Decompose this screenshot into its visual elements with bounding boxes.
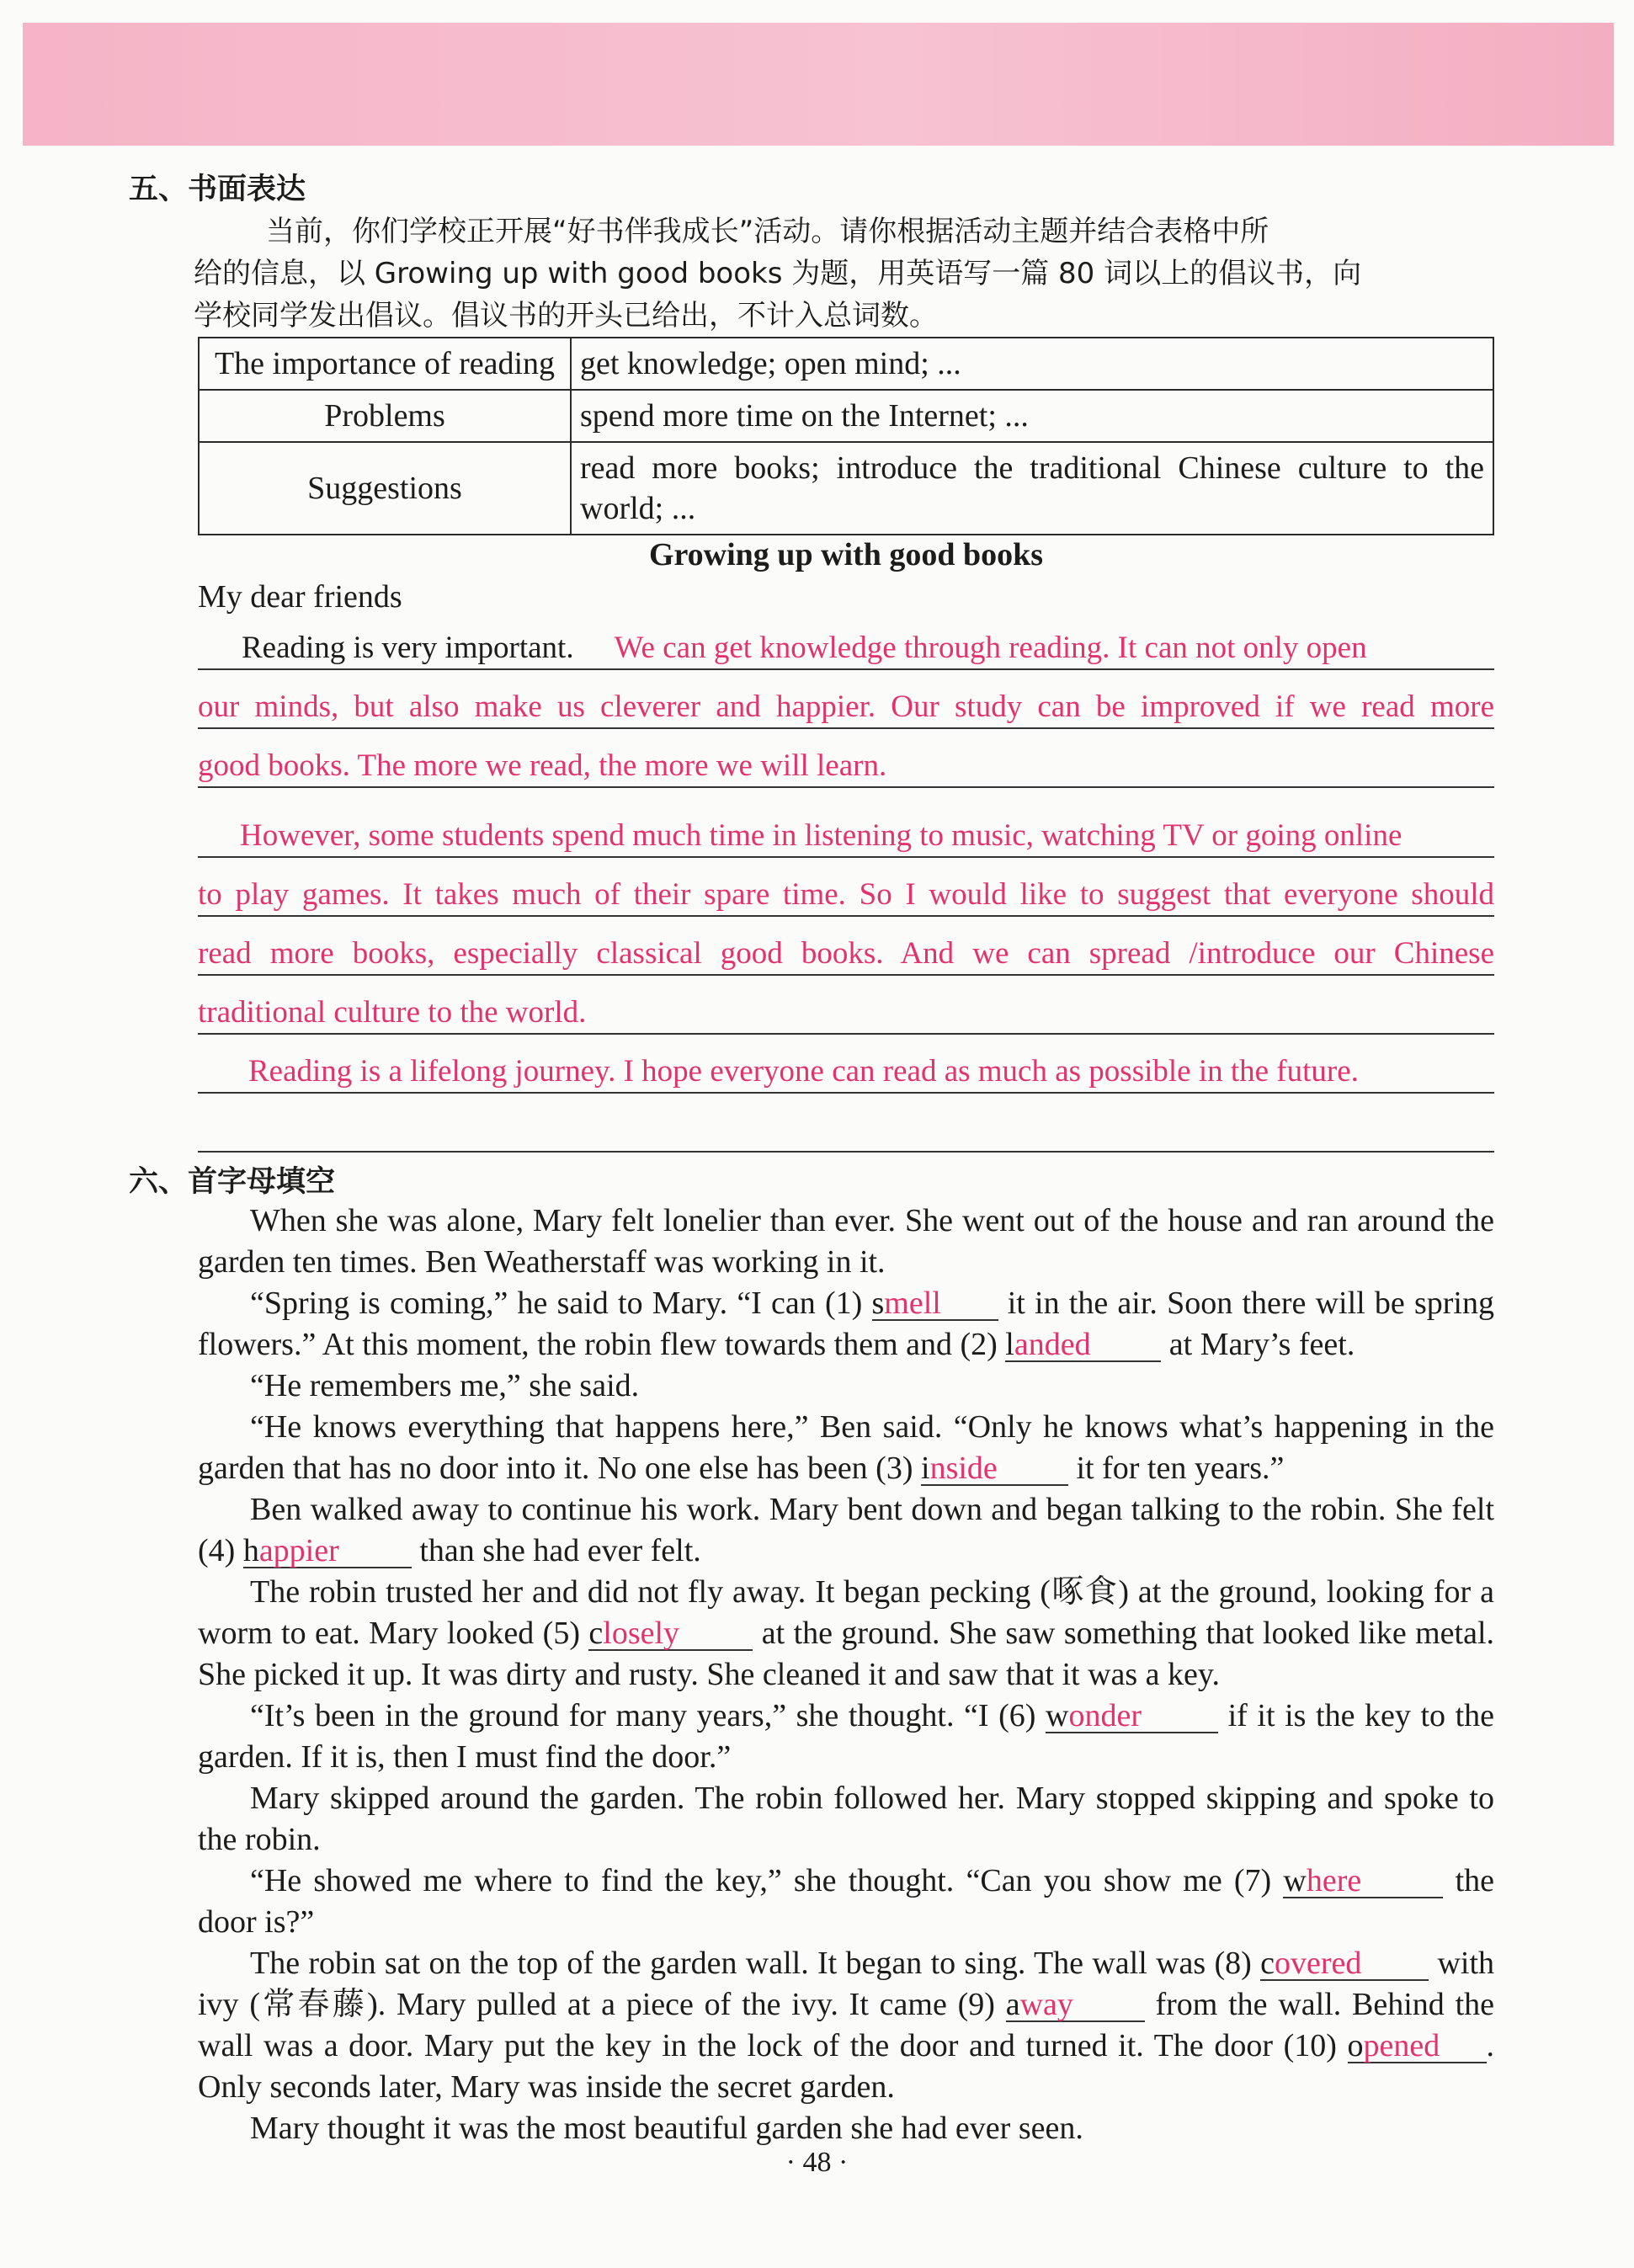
answer-line bbox=[198, 816, 1494, 858]
blank-6[interactable]: wonder bbox=[1046, 1700, 1218, 1733]
table-content: get knowledge; open mind; ... bbox=[571, 338, 1493, 390]
answer-text: However, some students spend much time in listening to music, watching TV or going online bbox=[240, 818, 1402, 853]
passage-paragraph: Mary skipped around the garden. The robin followed her. Mary stopped skipping and spoke to the robin. bbox=[198, 1781, 1494, 1857]
answer-line bbox=[198, 1110, 1494, 1153]
table-content: read more books; introduce the traditional Chinese culture to the world; ... bbox=[571, 442, 1493, 535]
table-label: Problems bbox=[199, 390, 571, 442]
table-content: spend more time on the Internet; ... bbox=[571, 390, 1493, 442]
instruction-line: 学校同学发出倡议。倡议书的开头已给出，不计入总词数。 bbox=[194, 299, 938, 333]
answer-text: good books. The more we read, the more we will learn. bbox=[198, 748, 887, 783]
table-row bbox=[199, 338, 1493, 390]
blank-5[interactable]: closely bbox=[588, 1617, 753, 1651]
instruction-line: 给的信息，以 Growing up with good books 为题，用英语写一篇 80 词以上的倡议书，向 bbox=[194, 257, 1362, 290]
blank-7[interactable]: where bbox=[1283, 1865, 1443, 1898]
passage-paragraph: Mary thought it was the most beautiful garden she had ever seen. bbox=[250, 2111, 1083, 2146]
answer-text: Reading is a lifelong journey. I hope everyone can read as much as possible in the future. bbox=[248, 1054, 1359, 1089]
blank-1[interactable]: smell bbox=[872, 1287, 998, 1321]
answer-text: our minds, but also make us cleverer and happier. Our study can be improved if we read more bbox=[198, 689, 1494, 724]
blank-4[interactable]: happier bbox=[243, 1535, 412, 1568]
table-row bbox=[199, 442, 1493, 535]
answer-line bbox=[198, 687, 1494, 729]
instruction-line: 当前，你们学校正开展“好书伴我成长”活动。请你根据活动主题并结合表格中所 bbox=[266, 215, 1269, 248]
passage-paragraph: “He showed me where to find the key,” she thought. “Can you show me (7) where the door is?” bbox=[198, 1863, 1494, 1940]
blank-9[interactable]: away bbox=[1006, 1988, 1145, 2022]
passage-paragraph: The robin sat on the top of the garden wall. It began to sing. The wall was (8) covered with ivy (常春藤). Mary pulled at a piece of the ivy. It came (9) away from the wall. Behind the wall was a door. Mary put the key in the lock of the door and turned it. The door (10) opened . Only seconds later, Mary was inside the secret garden. bbox=[198, 1946, 1494, 2105]
passage-paragraph: “It’s been in the ground for many years,” she thought. “I (6) wonder if it is the key to the garden. If it is, then I must find the door.” bbox=[198, 1698, 1494, 1775]
passage-paragraph: “Spring is coming,” he said to Mary. “I can (1) smell it in the air. Soon there will be spring flowers.” At this moment, the robin flew towards them and (2) landed at Mary’s feet. bbox=[198, 1286, 1494, 1362]
table-label: The importance of reading bbox=[199, 338, 571, 390]
answer-text: We can get knowledge through reading. It can not only open bbox=[614, 631, 1367, 665]
table-label: Suggestions bbox=[199, 442, 571, 535]
answer-line bbox=[198, 993, 1494, 1035]
essay-opening: Reading is very important. bbox=[242, 631, 574, 665]
blank-8[interactable]: covered bbox=[1260, 1947, 1429, 1981]
blank-10[interactable]: opened bbox=[1348, 2030, 1487, 2063]
answer-text: to play games. It takes much of their spare time. So I would like to suggest that everyone should bbox=[198, 877, 1494, 912]
answer-line bbox=[198, 746, 1494, 788]
passage-paragraph: The robin trusted her and did not fly away. It began pecking (啄食) at the ground, looking for a worm to eat. Mary looked (5) closely at the ground. She saw something that looked like metal. She picked it up. It was dirty and rusty. She cleaned it and saw that it was a key. bbox=[198, 1574, 1495, 1692]
answer-line bbox=[198, 875, 1494, 917]
blank-2[interactable]: landed bbox=[1005, 1328, 1161, 1362]
passage-paragraph: When she was alone, Mary felt lonelier than ever. She went out of the house and ran around the garden ten times. Ben Weatherstaff was working in it. bbox=[198, 1203, 1494, 1280]
answer-text: traditional culture to the world. bbox=[198, 995, 587, 1030]
section-5-instructions bbox=[194, 210, 1493, 337]
page-number: · 48 · bbox=[785, 2147, 849, 2178]
answer-line bbox=[198, 934, 1494, 976]
answer-line bbox=[198, 628, 1494, 670]
answer-line bbox=[198, 1051, 1494, 1094]
section-6-heading: 六、首字母填空 bbox=[129, 1165, 336, 1199]
passage-paragraph: Ben walked away to continue his work. Mary bent down and began talking to the robin. She felt (4) happier than she had ever felt. bbox=[198, 1492, 1494, 1568]
section-5-heading: 五、书面表达 bbox=[129, 173, 306, 206]
info-table bbox=[198, 337, 1494, 535]
essay-greeting: My dear friends bbox=[198, 579, 402, 615]
blank-3[interactable]: inside bbox=[921, 1452, 1068, 1486]
passage-paragraph: “He remembers me,” she said. bbox=[250, 1368, 640, 1403]
cloze-passage bbox=[198, 1201, 1494, 2149]
table-row bbox=[199, 390, 1493, 442]
passage-paragraph: “He knows everything that happens here,” Ben said. “Only he knows what’s happening in the garden that has no door into it. No one else has been (3) inside it for ten years.” bbox=[198, 1409, 1494, 1486]
answer-text: read more books, especially classical good books. And we can spread /introduce our Chinese bbox=[198, 936, 1494, 971]
essay-title: Growing up with good books bbox=[648, 537, 1044, 572]
header-band bbox=[23, 23, 1614, 146]
